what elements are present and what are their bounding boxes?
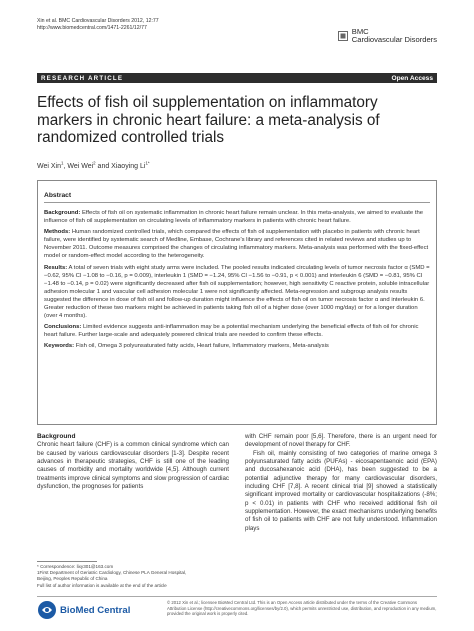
author-affiliation: 1 xyxy=(61,160,64,166)
abstract-methods: Methods: Human randomized controlled trials, which compared the effects of fish oil supplementation with placebo in patients with chronic heart failure, were identified by systematic search of Medline, Embase, Cochrane's library and references cited in related reviews and studies up to November 2011. Outcome measures comprised the changes of circulating inflammatory markers. Meta-analysis was performed with the fixed-effect model or random-effect model according to the heterogeneity. xyxy=(44,229,429,260)
correspondence-note[interactable]: * Correspondence: lixy301@163.com xyxy=(37,564,114,569)
license-text: © 2012 Xin et al.; licensee BioMed Central Ltd. This is an Open Access article distributed under the terms of the Creative Commons Attribution License (http://creativecommons.org/licenses/by/2.0), which permits unrestricted use, distribution, and reproduction in any medium, provided the original work is properly cited. xyxy=(167,600,437,617)
abstract-keywords: Keywords: Fish oil, Omega 3 polyunsaturated fatty acids, Heart failure, Inflammatory markers, Meta-analysis xyxy=(44,343,329,350)
citation-line: Xin et al. BMC Cardiovascular Disorders 2012, 12:77 xyxy=(37,18,159,24)
section-heading-background: Background xyxy=(37,433,76,440)
affiliation-note: 1First Department of Geriatric Cardiology, Chinese PLA General Hospital, xyxy=(37,570,187,576)
author-name: Wei Xin xyxy=(37,163,61,170)
author-name: , Wei Wei xyxy=(63,163,94,170)
author-name: and Xiaoying Li xyxy=(95,163,146,170)
body-column-right xyxy=(245,433,437,533)
author-affiliation: 1* xyxy=(145,160,150,166)
journal-name-line1: BMC xyxy=(351,27,369,36)
citation-header xyxy=(37,18,159,32)
abstract-divider xyxy=(44,202,430,203)
abstract-box xyxy=(37,180,437,425)
body-paragraph: with CHF remain poor [5,6]. Therefore, there is an urgent need for development of novel therapy for CHF. xyxy=(245,433,437,449)
author-info-note: Full list of author information is available at the end of the article xyxy=(37,582,167,588)
biomed-central-icon xyxy=(37,600,57,620)
abstract-conclusions: Conclusions: Limited evidence suggests anti-inflammation may be a potential mechanism underlying the beneficial effects of fish oil for chronic heart failure. Further large-scale and adequately powered clinical trials are needed to confirm these effects. xyxy=(44,324,419,339)
abstract-heading: Abstract xyxy=(44,192,72,199)
article-type-banner xyxy=(37,73,437,83)
article-title: Effects of fish oil supplementation on inflammatory markers in chronic heart failure: a meta-analysis of randomized controlled trials xyxy=(37,94,380,147)
author-list xyxy=(37,160,150,170)
citation-url[interactable]: http://www.biomedcentral.com/1471-2261/12/77 xyxy=(37,25,147,31)
journal-logo xyxy=(338,28,437,45)
affiliation-note: Beijing, Peoples Republic of China xyxy=(37,576,108,582)
publisher-logo xyxy=(37,600,130,620)
body-paragraph: Chronic heart failure (CHF) is a common clinical syndrome which can be caused by various cardiovascular disorders [1-3]. Despite recent advances in therapeutic strategies, CHF is still one of the leading causes of morbidity and mortality worldwide [4,5]. Although current treatments improve clinical symptoms and slow progression of cardiac dysfunction, the prognoses for patients xyxy=(37,441,229,491)
body-paragraph: Fish oil, mainly consisting of two categories of marine omega 3 polyunsaturated fatty acids (PUFAs) - eicosapentaenoic acid (EPA) and ducosahexanoic acid (DHA), has been suggested to be a potential adjunctive therapy for many cardiovascular disorders, including CHF [7,8]. A recent clinical trial [9] showed a statistically significant improved mortality or cardiovascular hospitalizations (-8%; p < 0.01) in patients with CHF who received additional fish oil supplementation. However, the exact mechanisms underlying benefits of fish oil to patients with CHF are not fully understood. Inflammation plays xyxy=(245,449,437,532)
footnote-divider xyxy=(37,561,97,562)
journal-name-line2: Cardiovascular Disorders xyxy=(351,35,437,45)
abstract-results: Results: A total of seven trials with eight study arms were included. The pooled results indicated circulating levels of tumor necrosis factor α (SMD = −0.62, 95% CI −1.08 to −0.16, p = 0.009), interleukin 1 (SMD = −1.24, 95% CI −1.56 to −0.91, p < 0.001) and interleukin 6 (SMD = −0.81, 95% CI −1.48 to −0.14, p = 0.02) were significantly decreased after fish oil supplementation; however, high sensitivity C reactive protein, soluble intracellular adhesion molecular 1 and vascular cell adhesion molecular 1 were not significantly affected. Meta-regression and subgroup analysis results suggested the difference in dose of fish oil and follow-up duration might influence the effects of fish oil on tumor necrosis factor α and interleukin 6. Greater reduction of these two markers might be achieved in patients taking fish oil of a higher dose (over 1000 mg/day) or for a longer duration (over 4 months). xyxy=(44,264,430,320)
journal-mark-icon xyxy=(338,31,348,41)
open-access-label: Open Access xyxy=(391,74,433,82)
body-column-left xyxy=(37,433,229,491)
footer-divider xyxy=(37,596,437,597)
footnotes xyxy=(37,564,237,589)
article-type-label: RESEARCH ARTICLE xyxy=(41,74,124,82)
author-affiliation: 2 xyxy=(93,160,96,166)
publisher-name: BioMed Central xyxy=(60,604,131,616)
abstract-background: Background: Effects of fish oil on systematic inflammation in chronic heart failure remain unclear. In this meta-analysis, we aimed to evaluate the influence of fish oil supplementation on circulating levels of inflammatory markers in patients with chronic heart failure. xyxy=(44,210,424,225)
